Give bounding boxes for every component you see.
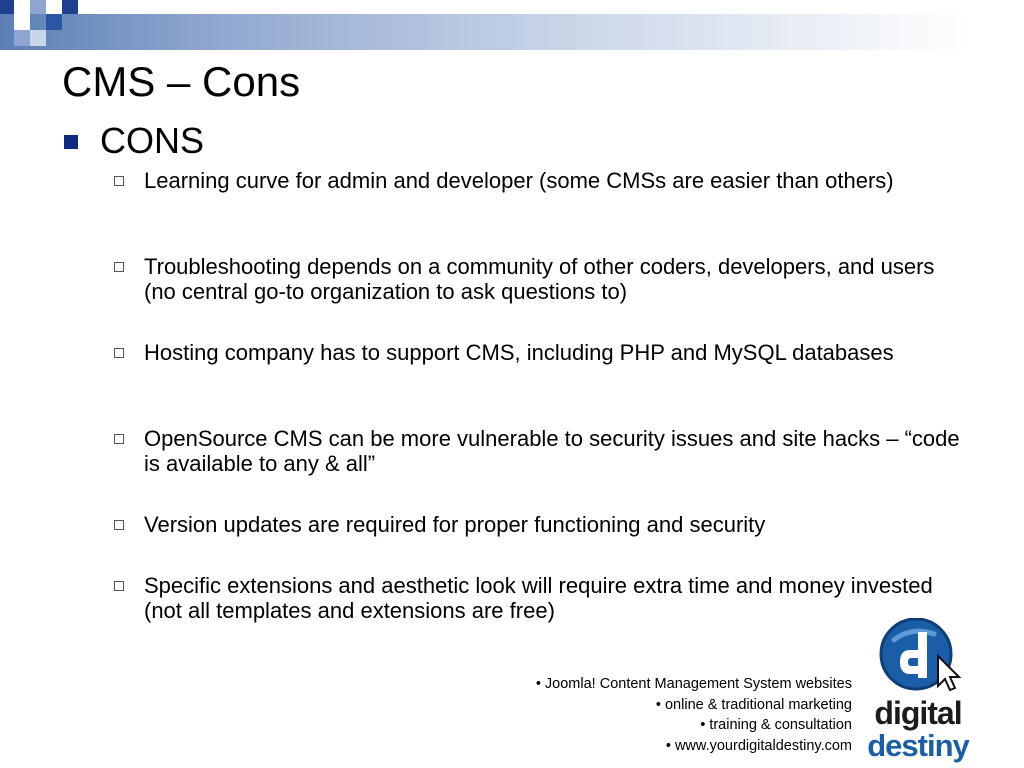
- hollow-square-bullet-icon: [114, 520, 124, 530]
- digital-destiny-logo: [860, 618, 976, 764]
- footer-line: • online & traditional marketing: [655, 696, 852, 713]
- list-item: [114, 254, 974, 304]
- section-heading: CONS: [100, 120, 205, 161]
- header-square-4: [46, 14, 62, 30]
- heading-row: [64, 120, 204, 162]
- footer-line: • training & consultation: [700, 717, 852, 733]
- header-square-1: [0, 0, 14, 14]
- hollow-square-bullet-icon: [114, 262, 124, 272]
- list-item: [114, 573, 974, 623]
- header-square-2: [14, 14, 30, 30]
- list-item: [114, 168, 974, 193]
- footer-link[interactable]: • www.yourdigitaldestiny.com: [665, 737, 852, 754]
- header-square-5: [62, 0, 78, 14]
- header-square-6: [30, 30, 46, 46]
- hollow-square-bullet-icon: [114, 434, 124, 444]
- square-bullet-icon: [64, 135, 78, 149]
- header-gradient-bar: [0, 14, 1024, 50]
- list-item: [114, 340, 974, 365]
- bullet-text: Version updates are required for proper functioning and security: [144, 512, 766, 537]
- hollow-square-bullet-icon: [114, 176, 124, 186]
- hollow-square-bullet-icon: [114, 581, 124, 591]
- bullet-text: Hosting company has to support CMS, including PHP and MySQL databases: [144, 340, 894, 365]
- bullet-text: Learning curve for admin and developer (some CMSs are easier than others): [144, 168, 894, 193]
- bullet-text: Troubleshooting depends on a community of other coders, developers, and users (no central go-to organization to ask questions to): [144, 254, 935, 304]
- header-square-7: [14, 30, 30, 46]
- bullet-text: OpenSource CMS can be more vulnerable to security issues and site hacks – “code is available to any & all”: [144, 426, 960, 476]
- logo-text-destiny: destiny: [867, 728, 969, 763]
- list-item: [114, 426, 974, 476]
- bullet-text: Specific extensions and aesthetic look will require extra time and money invested (not all templates and extensions are free): [144, 573, 933, 623]
- hollow-square-bullet-icon: [114, 348, 124, 358]
- slide-title: CMS – Cons: [62, 58, 301, 105]
- logo-text-digital: digital: [874, 695, 962, 731]
- header-square-3: [30, 0, 46, 14]
- footer-line: • Joomla! Content Management System websites: [535, 676, 852, 692]
- footer-services: [536, 674, 852, 756]
- list-item: [114, 512, 974, 537]
